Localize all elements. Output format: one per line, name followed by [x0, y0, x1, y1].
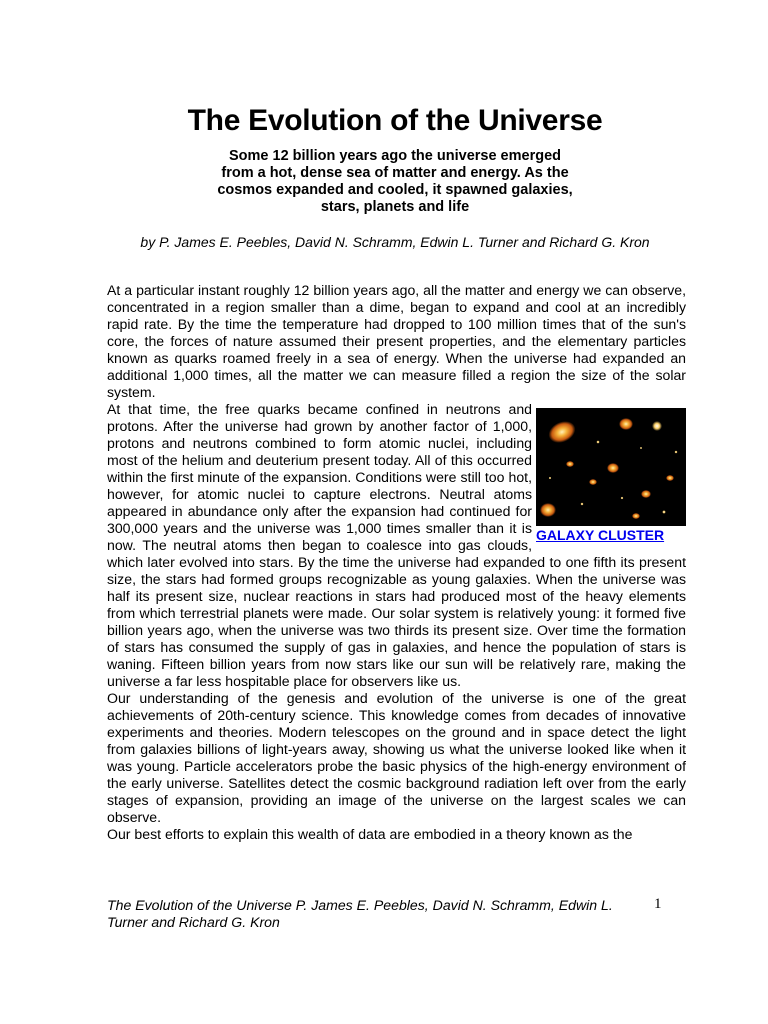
galaxy-cluster-link[interactable]: GALAXY CLUSTER	[536, 527, 665, 543]
body-paragraph: At a particular instant roughly 12 billion years ago, all the matter and energy we can observe, concentrated in a region smaller than a dime, began to expand and cool at an incredibly rapid rate. By the time the temperature had dropped to 100 million times that of the sun's core, the forces of nature assumed their present properties, and the elementary particles known as quarks roamed freely in a sea of energy. When the universe had expanded an additional 1,000 times, all the matter we can measure filled a region the size of the solar system.	[107, 282, 686, 400]
page-footer: The Evolution of the Universe P. James E. Peebles, David N. Schramm, Edwin L. Turner and Richard G. Kron	[107, 897, 613, 930]
body-paragraph: At that time, the free quarks became confined in neutrons and protons. After the universe had grown by another factor of 1,000, protons and neutrons combined to form atomic nuclei, including most of the helium and deuterium present today. All of this occurred within the first minute of the expansion. Conditions were still too hot, however, for atomic nuclei to capture electrons. Neutral atoms appeared in abundance only after the expansion had continued for 300,000 years and the universe was 1,000 times smaller than it is now. The neutral atoms then began to coalesce into gas clouds, which later evolved into stars. By the time the universe had expanded to one fifth its present size, the stars had formed groups recognizable as young galaxies. When the universe was half its present size, nuclear reactions in stars had produced most of the heavy elements from which terrestrial planets were made. Our solar system is relatively young: it formed five billion years ago, when the universe was two thirds its present size. Over time the formation of stars has consumed the supply of gas in galaxies, and hence the population of stars is waning. Fifteen billion years from now stars like our sun will be relatively rare, making the universe a far less hospitable place for observers like us.	[107, 401, 686, 689]
subtitle-line: Some 12 billion years ago the universe emerged	[228, 148, 561, 164]
subtitle-line: stars, planets and life	[320, 199, 470, 215]
body-paragraph: Our best efforts to explain this wealth of data are embodied in a theory known as the	[107, 826, 633, 842]
subtitle-line: from a hot, dense sea of matter and energy. As the	[221, 165, 569, 181]
galaxy-cluster-figure	[536, 408, 686, 544]
article-subtitle	[0, 148, 768, 216]
article-authors: by P. James E. Peebles, David N. Schramm, Edwin L. Turner and Richard G. Kron	[140, 234, 650, 250]
article-title: The Evolution of the Universe	[187, 104, 603, 137]
galaxy-cluster-image	[536, 408, 686, 526]
body-paragraph: Our understanding of the genesis and evolution of the universe is one of the great achievements of 20th-century science. This knowledge comes from decades of innovative experiments and theories. Modern telescopes on the ground and in space detect the light from galaxies billions of light-years away, showing us what the universe looked like when it was young. Particle accelerators probe the basic physics of the high-energy environment of the early universe. Satellites detect the cosmic background radiation left over from the early stages of expansion, providing an image of the universe on the largest scales we can observe.	[107, 690, 686, 825]
page-number: 1	[654, 896, 662, 912]
article-body	[107, 282, 686, 862]
subtitle-line: cosmos expanded and cooled, it spawned galaxies,	[217, 182, 573, 198]
